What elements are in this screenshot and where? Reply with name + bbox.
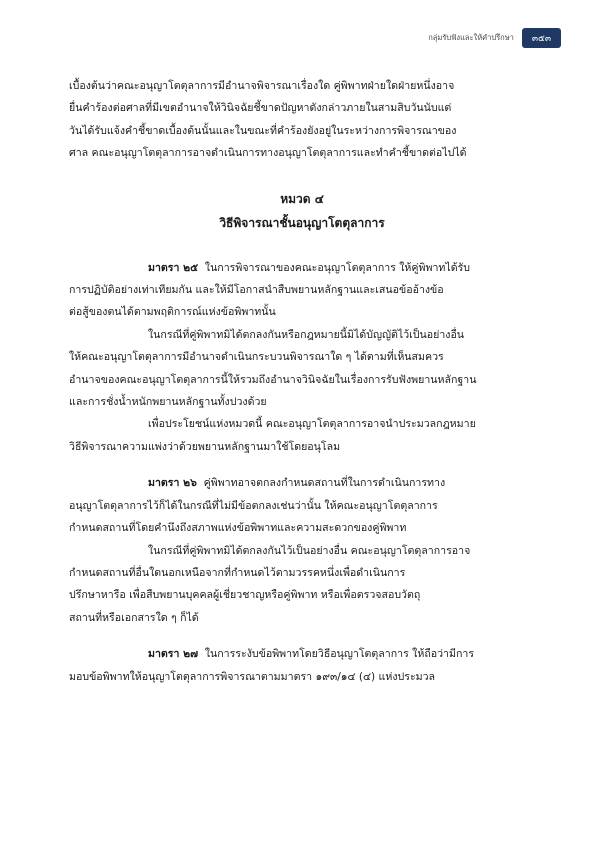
intro-line: ยื่นคำร้องต่อศาลที่มีเขตอำนาจให้วินิจฉัยชี้ขาดปัญหาดังกล่าวภายในสามสิบวันนับแต่ <box>69 102 452 115</box>
section-25-paragraph-3 <box>69 413 535 458</box>
section-25-line: เพื่อประโยชน์แห่งหมวดนี้ คณะอนุญาโตตุลาการอาจนำประมวลกฎหมาย <box>148 418 476 431</box>
section-25-label: มาตรา ๒๕ <box>148 261 199 274</box>
section-26-paragraph-1 <box>69 472 535 539</box>
intro-line: เบื้องต้นว่าคณะอนุญาโตตุลาการมีอำนาจพิจารณาเรื่องใด คู่พิพาทฝ่ายใดฝ่ายหนึ่งอาจ <box>69 80 455 92</box>
section-26-line: อนุญาโตตุลาการไว้ก็ได้ในกรณีที่ไม่มีข้อตกลงเช่นว่านั้น ให้คณะอนุญาโตตุลาการ <box>69 499 438 512</box>
section-27-first-line <box>69 643 535 665</box>
section-26-line: กำหนดสถานที่อื่นใดนอกเหนือจากที่กำหนดไว้ตามวรรคหนึ่งเพื่อดำเนินการ <box>69 566 406 579</box>
intro-line: วันได้รับแจ้งคำชี้ขาดเบื้องต้นนั้นและในขณะที่คำร้องยังอยู่ในระหว่างการพิจารณาของ <box>69 124 457 137</box>
page-number-badge: ๓๕๓ <box>522 28 561 48</box>
page-header <box>428 27 561 49</box>
section-26-paragraph-2 <box>69 540 535 630</box>
section-26-line: ปรึกษาหารือ เพื่อสืบพยานบุคคลผู้เชี่ยวชาญหรือคู่พิพาท หรือเพื่อตรวจสอบวัตถุ <box>69 589 421 602</box>
section-25-first-line <box>69 257 535 279</box>
intro-paragraph <box>69 75 535 165</box>
header-caption: กลุ่มรับฟังและให้คำปรึกษา <box>428 33 514 42</box>
chapter-title: วิธีพิจารณาชั้นอนุญาโตตุลาการ <box>219 215 385 230</box>
section-26-line: ในกรณีที่คู่พิพาทมิได้ตกลงกันไว้เป็นอย่างอื่น คณะอนุญาโตตุลาการอาจ <box>148 544 471 557</box>
section-25-line: วิธีพิจารณาความแพ่งว่าด้วยพยานหลักฐานมาใช้โดยอนุโลม <box>69 440 341 453</box>
section-26-first-text: คู่พิพาทอาจตกลงกำหนดสถานที่ในการดำเนินการทาง <box>203 477 446 490</box>
section-27-first-text: ในการระงับข้อพิพาทโดยวิธีอนุญาโตตุลาการ ให้ถือว่ามีการ <box>204 648 475 661</box>
page-body <box>69 75 535 688</box>
section-26-first-line <box>69 472 535 494</box>
section-27-paragraph-1 <box>69 643 535 688</box>
section-25-line: และการชั่งน้ำหนักพยานหลักฐานทั้งปวงด้วย <box>69 396 267 409</box>
spacer <box>69 165 535 187</box>
section-25-paragraph-2 <box>69 324 535 414</box>
intro-line: ศาล คณะอนุญาโตตุลาการอาจดำเนินการทางอนุญาโตตุลาการและทำคำชี้ขาดต่อไปได้ <box>69 147 467 160</box>
section-25-line: ในกรณีที่คู่พิพาทมิได้ตกลงกันหรือกฎหมายนี้มิได้บัญญัติไว้เป็นอย่างอื่น <box>148 328 465 341</box>
spacer <box>69 629 535 643</box>
section-26-label: มาตรา ๒๖ <box>148 477 197 490</box>
section-25-line: การปฏิบัติอย่างเท่าเทียมกัน และให้มีโอกาสนำสืบพยานหลักฐานและเสนอข้ออ้างข้อ <box>69 284 444 297</box>
spacer <box>69 458 535 472</box>
section-26-line: สถานที่หรือเอกสารใด ๆ ก็ได้ <box>69 611 199 624</box>
section-25-line: อำนาจของคณะอนุญาโตตุลาการนี้ให้รวมถึงอำนาจวินิจฉัยในเรื่องการรับฟังพยานหลักฐาน <box>69 373 477 386</box>
spacer <box>69 235 535 257</box>
section-25-first-text: ในการพิจารณาของคณะอนุญาโตตุลาการ ให้คู่พิพาทได้รับ <box>204 261 470 274</box>
chapter-number: หมวด ๔ <box>280 191 324 206</box>
section-27-label: มาตรา ๒๗ <box>148 648 199 661</box>
section-27-line: มอบข้อพิพาทให้อนุญาโตตุลาการพิจารณาตามมาตรา ๑๙๓/๑๔ (๔) แห่งประมวล <box>69 670 436 683</box>
section-26-line: กำหนดสถานที่โดยคำนึงถึงสภาพแห่งข้อพิพาทและความสะดวกของคู่พิพาท <box>69 522 407 535</box>
section-25-paragraph-1 <box>69 257 535 324</box>
section-25-line: ให้คณะอนุญาโตตุลาการมีอำนาจดำเนินกระบวนพิจารณาใด ๆ ได้ตามที่เห็นสมควร <box>69 351 444 364</box>
section-25-line: ต่อสู้ของตนได้ตามพฤติการณ์แห่งข้อพิพาทนั้น <box>69 306 276 319</box>
